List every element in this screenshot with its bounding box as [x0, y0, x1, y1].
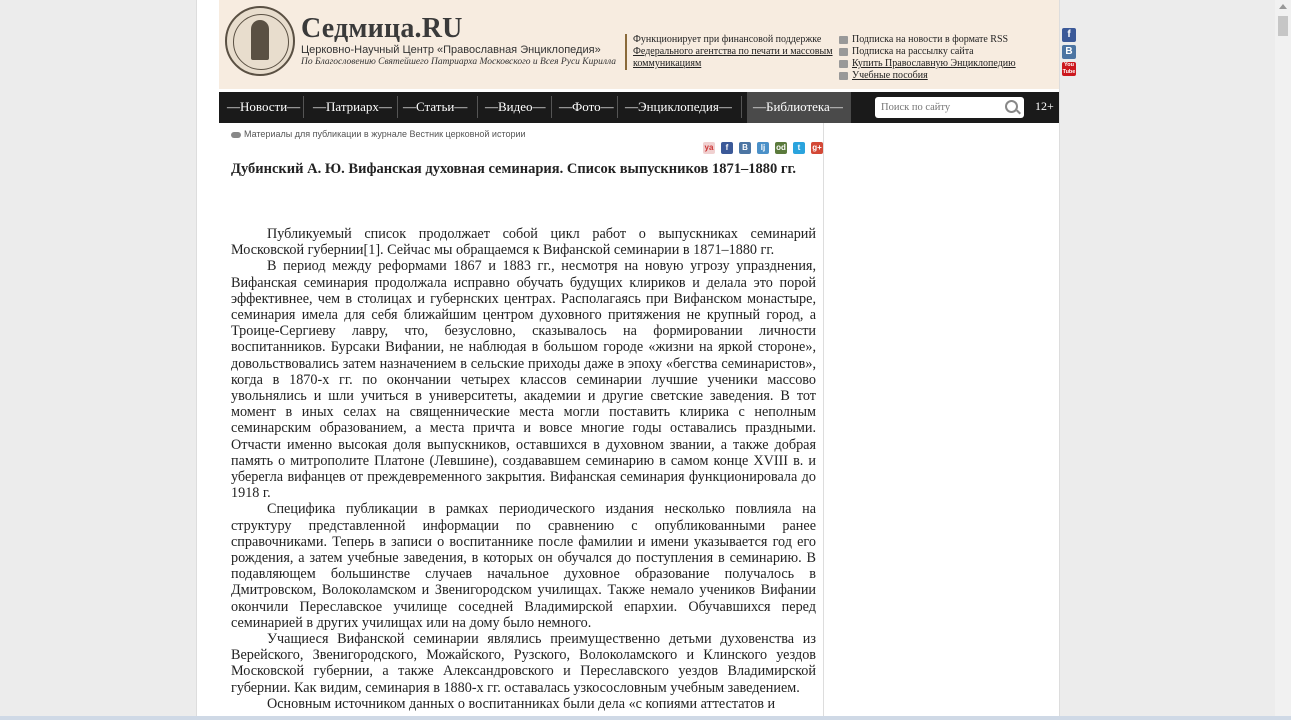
odnoklassniki-share-icon[interactable]: od: [776, 143, 786, 152]
support-text: Функционирует при финансовой поддержке: [633, 34, 822, 45]
mail-icon: [839, 48, 848, 56]
breadcrumb: [231, 129, 526, 139]
vk-icon[interactable]: В: [1062, 45, 1076, 59]
site-blessing: По Благословению Святейшего Патриарха Московского и Всея Руси Кирилла: [301, 57, 617, 67]
rss-icon: [839, 36, 848, 44]
support-agency-link[interactable]: Федерального агентства по печати и массовым коммуникациям: [633, 46, 833, 69]
yandex-share-icon[interactable]: ya: [704, 143, 714, 152]
age-rating: 12+: [1035, 99, 1054, 113]
facebook-icon[interactable]: f: [1062, 28, 1076, 42]
twitter-share-icon[interactable]: t: [793, 142, 805, 154]
content-divider: [823, 123, 824, 720]
main-navigation: [219, 92, 1059, 123]
taskbar-strip: [0, 716, 1291, 720]
vk-share-icon[interactable]: В: [739, 142, 751, 154]
social-links: [1062, 28, 1077, 79]
subscription-links: [839, 34, 1016, 82]
googleplus-share-icon[interactable]: g+: [812, 143, 822, 152]
facebook-share-icon[interactable]: f: [721, 142, 733, 154]
search-icon[interactable]: [1005, 100, 1018, 113]
breadcrumb-link[interactable]: Материалы для публикации в журнале Вестник церковной истории: [244, 129, 526, 139]
support-notice: [625, 34, 847, 70]
nav-patriarch[interactable]: —Патриарх—: [313, 99, 392, 114]
nav-library[interactable]: —Библиотека—: [747, 92, 851, 123]
article-paragraph: Основным источником данных о воспитанниках были дела «с копиями аттестатов и: [267, 695, 776, 712]
mail-subscription-link[interactable]: Подписка на рассылку сайта: [839, 46, 1016, 58]
scroll-up-icon[interactable]: [1279, 4, 1287, 9]
logo-emblem-icon[interactable]: [225, 6, 295, 76]
search-input[interactable]: [881, 98, 999, 117]
textbooks-link[interactable]: Учебные пособия: [839, 70, 1016, 82]
scroll-thumb[interactable]: [1278, 16, 1288, 36]
nav-news[interactable]: —Новости—: [227, 99, 301, 114]
book-icon: [839, 72, 848, 80]
cart-icon: [839, 60, 848, 68]
youtube-icon[interactable]: You Tube: [1062, 62, 1076, 75]
nav-articles[interactable]: —Статьи—: [403, 99, 468, 114]
nav-photo[interactable]: —Фото—: [559, 99, 614, 114]
site-title[interactable]: Седмица.RU: [301, 13, 463, 44]
article-paragraph: В период между реформами 1867 и 1883 гг., несмотря на новую угрозу упразднения, Вифанская семинария продолжала исправно обучать будущих клириков и делала это порой эффективнее, чем в столицах и губернских центрах. Располагаясь при Вифанском монастыре, семинария имела для себя ближайшим центром духовного притяжения не крупный город, а Троице-Сергиеву лавру, что, безусловно, сказывалось на формировании личности воспитанников. Бурсаки Вифании, не наблюдая в большом городе «жизни на яркой стороне», довольствовались затем назначением в сельские приходы даже в эпоху «бегства семинаристов», когда в 1870-х гг. по окончании четырех классов семинарии лучшие ученики массово увольнялись и шли учиться в университеты, академии и другие светские заведения. В тот момент в иных селах на священнические места могли поставить клирика с неполным семинарским образованием, а места причта и вовсе многие годы оставались праздными. Отчасти именно высокая доля выпускников, оставшихся в духовном звании, а также добрая память о митрополите Платоне (Левшине), создававшем семинарию в самом конце XVIII в. и уберегла вифанцев от преждевременного закрытия. Вифанская семинария функционировала до 1918 г.: [231, 258, 816, 502]
article-paragraph: Учащиеся Вифанской семинарии являлись преимущественно детьми духовенства из Верейского, Звенигородского, Можайского, Рузского, Волоколамского и Клинского уездов Московской губернии, а также Александровского и Переславского уездов Владимирской губернии. Как видим, семинария в 1880-х гг. оставалась узкосословным учебным заведением.: [231, 631, 816, 696]
nav-encyclopedia[interactable]: —Энциклопедия—: [625, 99, 732, 114]
site-header: [219, 0, 1076, 89]
livejournal-share-icon[interactable]: lj: [757, 142, 769, 154]
site-subtitle: Церковно-Научный Центр «Православная Энциклопедия»: [301, 44, 601, 56]
article-paragraph: Специфика публикации в рамках периодического издания несколько повлияла на структуру представленной информации по сравнению с опубликованными ранее справочниками. Теперь в записи о воспитаннике после фамилии и имени указывается год его рождения, а затем учебные заведения, в которых он обучался до поступления в семинарию. В подавляющем большинстве случаев начальное духовное образование получалось в Дмитровском, Волоколамском и Звенигородском училищах. Также немало учеников Вифании окончили Переславское училище соседней Владимирской епархии. Обучавшихся перед семинарией в других училищах или на дому было немного.: [231, 501, 816, 631]
buy-encyclopedia-link[interactable]: Купить Православную Энциклопедию: [839, 58, 1016, 70]
rss-subscription-link[interactable]: Подписка на новости в формате RSS: [839, 34, 1016, 46]
share-buttons: [703, 137, 825, 150]
page-container: [196, 0, 1076, 720]
article-body: [231, 226, 816, 712]
tag-icon: [231, 132, 241, 138]
search-box: [875, 97, 1024, 118]
article-paragraph: Публикуемый список продолжает собой цикл работ о выпускниках семинарий Московской губернии[1]. Сейчас мы обращаемся к Вифанской семинарии в 1871–1880 гг.: [231, 226, 816, 259]
article-title: Дубинский А. Ю. Вифанская духовная семинария. Список выпускников 1871–1880 гг.: [231, 161, 797, 177]
browser-scrollbar[interactable]: [1275, 0, 1291, 720]
nav-video[interactable]: —Видео—: [485, 99, 546, 114]
